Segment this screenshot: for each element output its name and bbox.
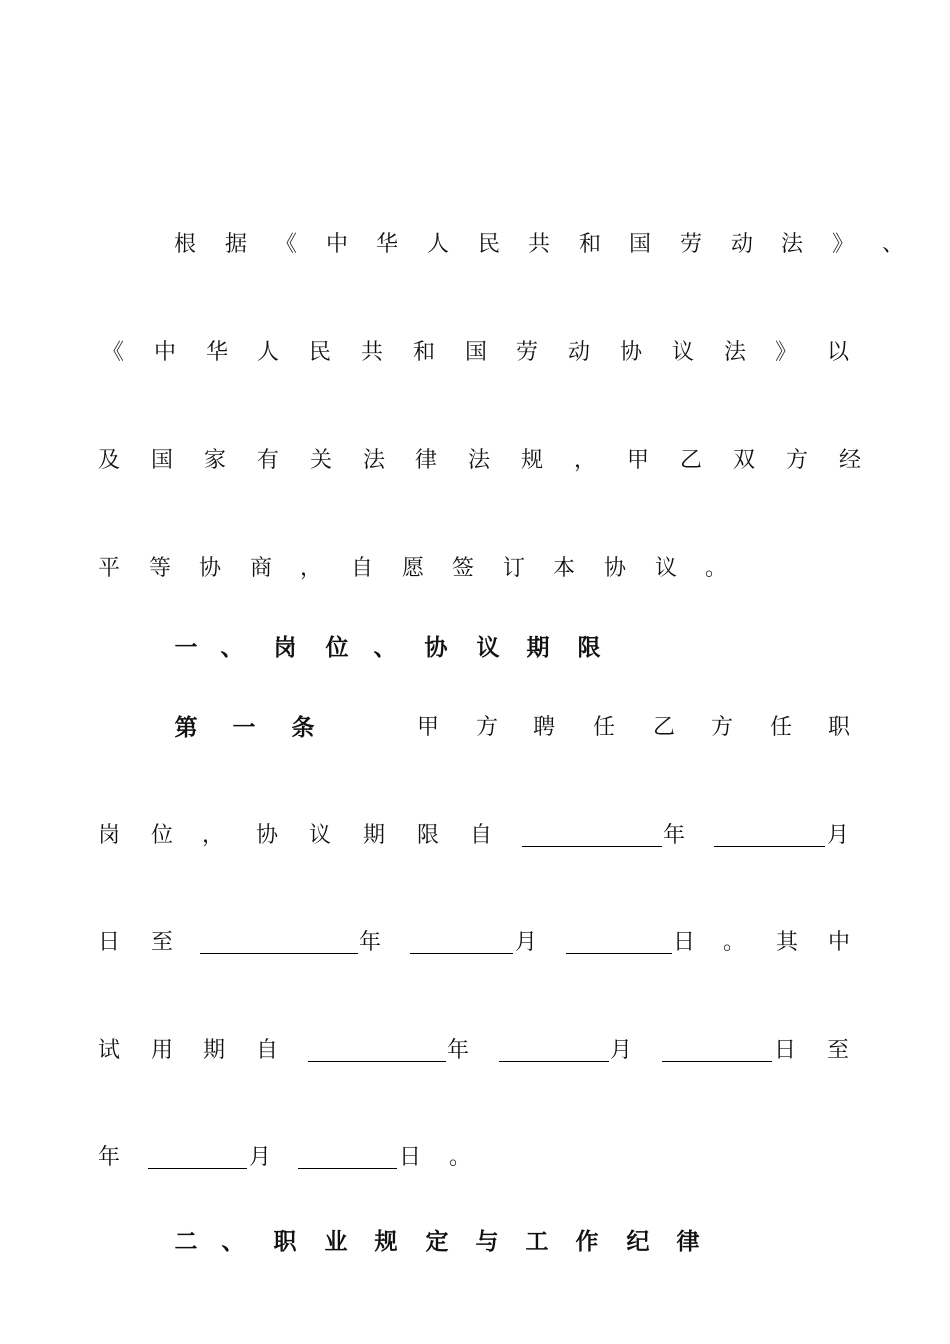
intro-line-4-char: 订 xyxy=(502,556,526,581)
line-3-tail-char: 。 xyxy=(722,930,746,955)
line-3-lead-char: 至 xyxy=(150,930,174,955)
intro-line-4-char: 协 xyxy=(603,556,627,581)
intro-line-4-char: 自 xyxy=(350,556,374,581)
section-2-title-char: 定 xyxy=(425,1229,449,1255)
intro-line-4-char: 商 xyxy=(249,556,273,581)
line-3-day-char: 日 xyxy=(672,930,696,955)
intro-line-2-char: 民 xyxy=(308,340,332,365)
intro-line-3-char: 关 xyxy=(309,448,333,473)
blank-probation-start-day[interactable] xyxy=(662,1061,772,1062)
blank-probation-end-month[interactable] xyxy=(148,1168,247,1169)
intro-line-4-char: 本 xyxy=(552,556,576,581)
article-1-text-char: 任 xyxy=(592,715,616,740)
line-2-lead-char: 期 xyxy=(362,823,386,848)
article-1-label-char: 条 xyxy=(291,715,315,741)
intro-line-1-char: 共 xyxy=(527,232,551,257)
section-1-title xyxy=(0,628,950,668)
section-1-title-char: 期 xyxy=(526,635,550,661)
intro-line-3-char: 有 xyxy=(256,448,280,473)
intro-line-3-char: 乙 xyxy=(679,448,703,473)
line-3-month-char: 月 xyxy=(514,930,538,955)
line-2-lead-char: 岗 xyxy=(97,823,121,848)
intro-line-2-char: 人 xyxy=(256,340,280,365)
intro-line-1-char: 《 xyxy=(274,232,298,257)
article-1-label-char: 第 xyxy=(174,715,198,741)
intro-line-1-char: 劳 xyxy=(679,232,703,257)
article-1-line-2 xyxy=(0,816,950,856)
article-1-label-char: 一 xyxy=(232,715,256,741)
intro-line-2-char: 法 xyxy=(723,340,747,365)
intro-line-2-char: 《 xyxy=(101,340,125,365)
blank-start-month[interactable] xyxy=(714,846,825,847)
intro-line-2-char: 和 xyxy=(412,340,436,365)
article-1-text-char: 方 xyxy=(475,715,499,740)
section-2-title-char: 职 xyxy=(273,1229,297,1255)
intro-line-2-char: 共 xyxy=(360,340,384,365)
line-3-lead-char: 日 xyxy=(97,930,121,955)
line-3-year-char: 年 xyxy=(358,930,382,955)
article-1-line-4 xyxy=(0,1031,950,1071)
line-2-lead-char: 议 xyxy=(308,823,332,848)
section-2-title xyxy=(0,1222,950,1262)
section-2-title-char: 工 xyxy=(525,1229,549,1255)
article-1-text-char: 方 xyxy=(710,715,734,740)
intro-line-1-char: 动 xyxy=(730,232,754,257)
section-2-title-char: 律 xyxy=(676,1229,700,1255)
line-4-lead-char: 试 xyxy=(97,1038,121,1063)
section-2-title-char: 、 xyxy=(221,1229,245,1255)
intro-line-3-char: 规 xyxy=(520,448,544,473)
intro-line-2-char: 劳 xyxy=(515,340,539,365)
intro-line-4-char: 签 xyxy=(451,556,475,581)
intro-line-3 xyxy=(0,441,950,481)
line-4-day-char: 至 xyxy=(826,1038,850,1063)
intro-line-4-char: 平 xyxy=(97,556,121,581)
line-5-year-char: 年 xyxy=(97,1145,121,1170)
blank-end-month[interactable] xyxy=(410,953,513,954)
intro-line-3-char: 及 xyxy=(97,448,121,473)
article-1-text-char: 职 xyxy=(827,715,851,740)
intro-line-1-char: 国 xyxy=(628,232,652,257)
intro-line-1-char: 根 xyxy=(173,232,197,257)
section-1-title-char: 协 xyxy=(424,635,448,661)
intro-line-2-char: 议 xyxy=(671,340,695,365)
line-4-lead-char: 自 xyxy=(255,1038,279,1063)
article-1-text-char: 甲 xyxy=(416,715,440,740)
section-2-title-char: 与 xyxy=(475,1229,499,1255)
intro-line-4-char: 议 xyxy=(654,556,678,581)
section-2-title-char: 纪 xyxy=(626,1229,650,1255)
intro-line-1-char: 民 xyxy=(477,232,501,257)
article-1-text-char: 聘 xyxy=(532,715,556,740)
line-2-year-char: 年 xyxy=(662,823,686,848)
intro-line-1-char: 法 xyxy=(780,232,804,257)
intro-line-3-char: 甲 xyxy=(626,448,650,473)
article-1-text-char: 任 xyxy=(769,715,793,740)
section-1-title-char: 、 xyxy=(220,635,244,661)
article-1-line-1 xyxy=(0,708,950,748)
intro-line-4-char: 愿 xyxy=(401,556,425,581)
section-2-title-char: 作 xyxy=(575,1229,599,1255)
section-1-title-char: 一 xyxy=(174,635,198,661)
section-1-title-char: 岗 xyxy=(273,635,297,661)
line-4-month-char: 月 xyxy=(609,1038,633,1063)
line-3-tail-char: 其 xyxy=(775,930,799,955)
intro-line-1-char: 、 xyxy=(881,232,905,257)
intro-line-2-char: 华 xyxy=(205,340,229,365)
intro-line-3-char: 家 xyxy=(203,448,227,473)
line-2-lead-char: 限 xyxy=(416,823,440,848)
section-2-title-char: 业 xyxy=(324,1229,348,1255)
intro-line-3-char: 经 xyxy=(838,448,862,473)
intro-line-2-char: 国 xyxy=(464,340,488,365)
intro-line-2-char: 协 xyxy=(619,340,643,365)
line-2-lead-char: 协 xyxy=(255,823,279,848)
blank-start-year[interactable] xyxy=(522,846,662,847)
section-2-title-char: 规 xyxy=(374,1229,398,1255)
intro-line-3-char: 法 xyxy=(362,448,386,473)
section-2-title-char: 二 xyxy=(174,1229,198,1255)
intro-line-1 xyxy=(0,225,950,265)
blank-probation-start-month[interactable] xyxy=(499,1061,609,1062)
intro-line-3-char: 双 xyxy=(732,448,756,473)
intro-line-1-char: 据 xyxy=(224,232,248,257)
line-4-day-char: 日 xyxy=(773,1038,797,1063)
line-4-year-char: 年 xyxy=(446,1038,470,1063)
intro-line-4-char: 等 xyxy=(148,556,172,581)
intro-line-2-char: 动 xyxy=(567,340,591,365)
intro-line-2-char: 以 xyxy=(826,340,850,365)
intro-line-2-char: 》 xyxy=(774,340,798,365)
line-2-lead-char: ， xyxy=(201,823,225,848)
intro-line-4-char: 协 xyxy=(198,556,222,581)
intro-line-2 xyxy=(0,333,950,373)
intro-line-1-char: 人 xyxy=(426,232,450,257)
intro-line-3-char: 法 xyxy=(467,448,491,473)
section-1-title-char: 、 xyxy=(373,635,397,661)
line-5-tail-char: 。 xyxy=(448,1145,472,1170)
line-2-month-char: 月 xyxy=(826,823,850,848)
line-4-lead-char: 用 xyxy=(150,1038,174,1063)
article-1-line-5 xyxy=(0,1138,950,1178)
intro-line-3-char: 律 xyxy=(414,448,438,473)
article-1-line-3 xyxy=(0,923,950,963)
line-2-lead-char: 位 xyxy=(150,823,174,848)
article-1-text-char: 乙 xyxy=(652,715,676,740)
intro-line-4-char: ， xyxy=(299,556,323,581)
intro-line-1-char: 和 xyxy=(578,232,602,257)
intro-line-3-char: 方 xyxy=(785,448,809,473)
blank-probation-end-day[interactable] xyxy=(298,1168,397,1169)
blank-end-year[interactable] xyxy=(200,953,358,954)
intro-line-1-char: 华 xyxy=(375,232,399,257)
blank-probation-start-year[interactable] xyxy=(308,1061,446,1062)
section-1-title-char: 限 xyxy=(577,635,601,661)
line-2-lead-char: 自 xyxy=(469,823,493,848)
line-3-tail-char: 中 xyxy=(827,930,851,955)
blank-end-day[interactable] xyxy=(566,953,672,954)
intro-line-2-char: 中 xyxy=(153,340,177,365)
line-5-day-char: 日 xyxy=(398,1145,422,1170)
intro-line-4 xyxy=(0,549,950,589)
section-1-title-char: 议 xyxy=(476,635,500,661)
intro-line-4-char: 。 xyxy=(704,556,728,581)
line-4-lead-char: 期 xyxy=(202,1038,226,1063)
intro-line-1-char: 》 xyxy=(831,232,855,257)
intro-line-3-char: ， xyxy=(573,448,597,473)
section-1-title-char: 位 xyxy=(325,635,349,661)
intro-line-1-char: 中 xyxy=(325,232,349,257)
line-5-month-char: 月 xyxy=(248,1145,272,1170)
intro-line-3-char: 国 xyxy=(150,448,174,473)
